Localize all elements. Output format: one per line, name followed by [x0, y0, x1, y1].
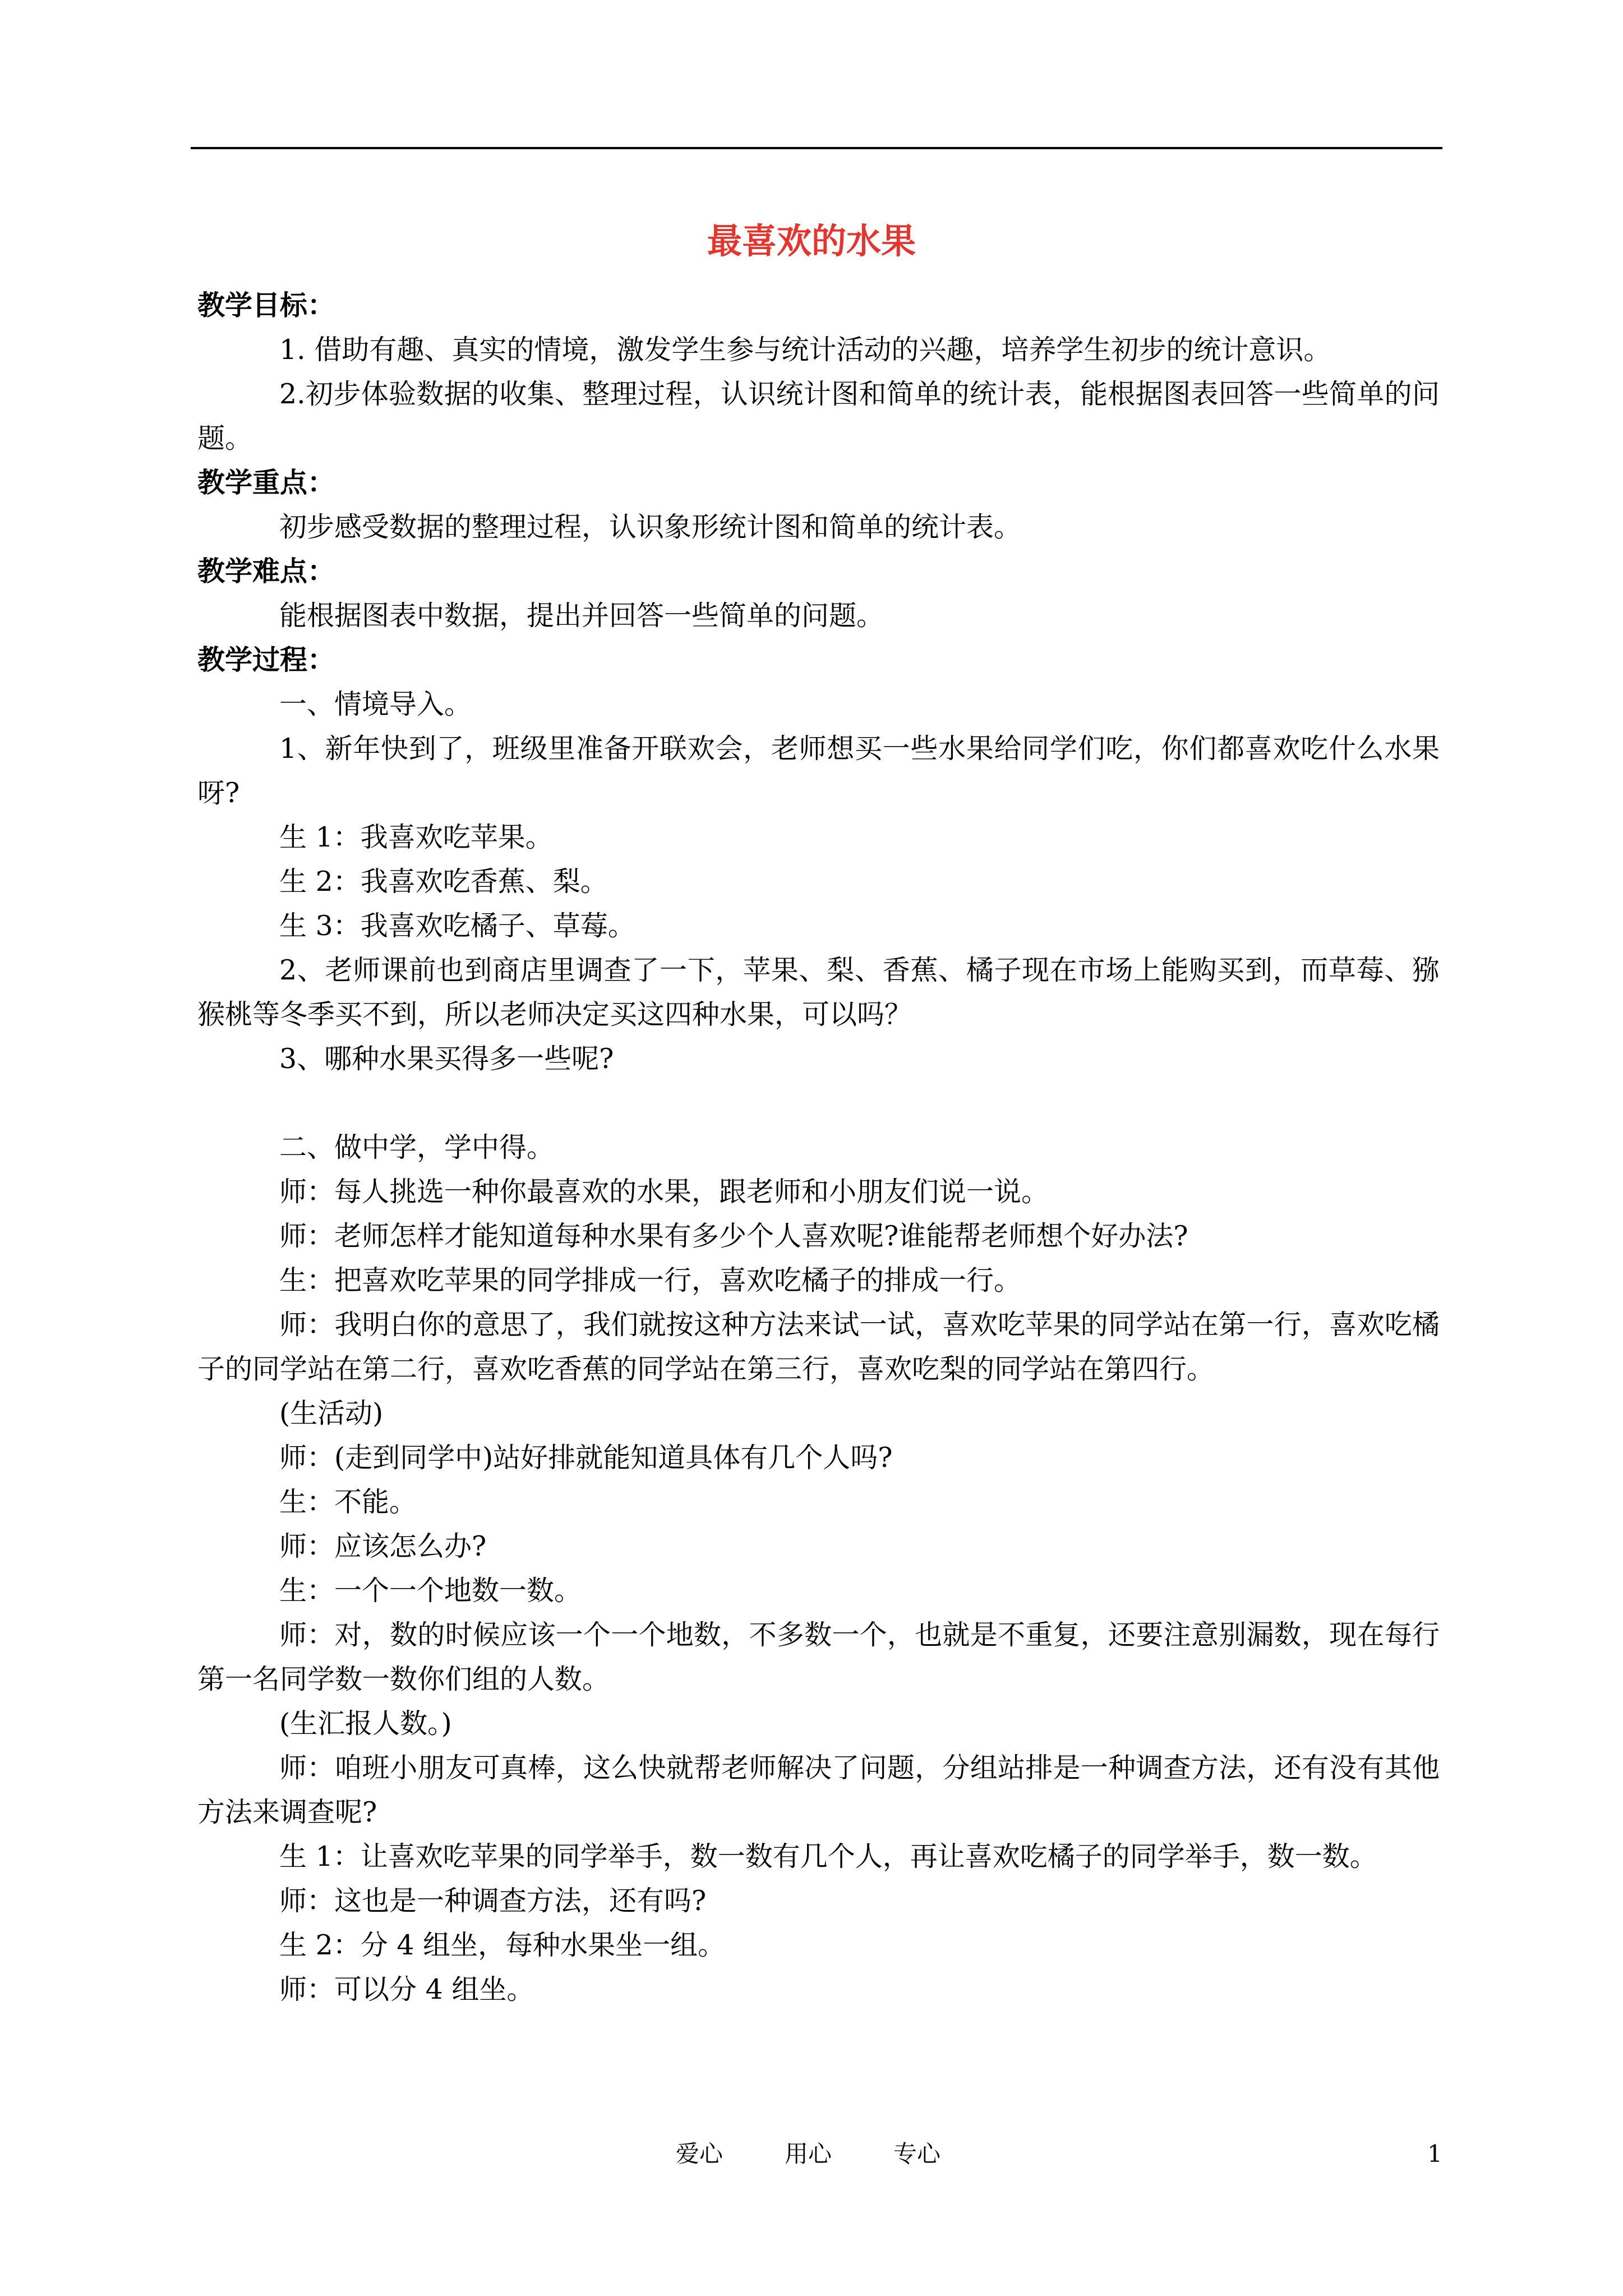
process-paragraph: 2、老师课前也到商店里调查了一下，苹果、梨、香蕉、橘子现在市场上能购买到，而草莓、猕猴桃等冬季买不到，所以老师决定买这四种水果，可以吗？ — [197, 954, 1440, 1030]
process-paragraph: (生活动) — [279, 1397, 384, 1429]
process-paragraph: 师：(走到同学中)站好排就能知道具体有几个人吗? — [279, 1442, 893, 1474]
process-paragraph: 师：对，数的时候应该一个一个地数，不多数一个，也就是不重复，还要注意别漏数，现在每行第一名同学数一数你们组的人数。 — [197, 1619, 1440, 1695]
process-paragraph: 生 3：我喜欢吃橘子、草莓。 — [279, 910, 635, 942]
process-paragraph: 生：一个一个地数一数。 — [279, 1575, 582, 1607]
process-paragraph: 生 1：让喜欢吃苹果的同学举手，数一数有几个人，再让喜欢吃橘子的同学举手，数一数。 — [279, 1841, 1377, 1872]
process-paragraph: (生汇报人数。) — [279, 1708, 452, 1740]
document-title: 最喜欢的水果 — [707, 220, 916, 261]
footer-word: 用心 — [785, 2140, 832, 2168]
difficulty-text: 能根据图表中数据，提出并回答一些简单的问题。 — [279, 600, 884, 632]
header-rule — [191, 147, 1442, 149]
goal-item: 2.初步体验数据的收集、整理过程，认识统计图和简单的统计表，能根据图表回答一些简单的问题。 — [197, 378, 1440, 454]
process-paragraph: 师：每人挑选一种你最喜欢的水果，跟老师和小朋友们说一说。 — [279, 1176, 1049, 1208]
process-paragraph: 师：可以分 4 组坐。 — [279, 1973, 534, 2005]
goal-item: 1. 借助有趣、真实的情境，激发学生参与统计活动的兴趣，培养学生初步的统计意识。 — [279, 334, 1331, 366]
goals-heading: 教学目标： — [197, 289, 335, 321]
process-paragraph: 生：把喜欢吃苹果的同学排成一行，喜欢吃橘子的排成一行。 — [279, 1264, 1022, 1296]
process-paragraph: 师：咱班小朋友可真棒，这么快就帮老师解决了问题，分组站排是一种调查方法，还有没有其他方法来调查呢? — [197, 1752, 1440, 1828]
process-paragraph: 一、情境导入。 — [279, 688, 472, 720]
key-points-text: 初步感受数据的整理过程，认识象形统计图和简单的统计表。 — [279, 511, 1022, 543]
page-footer — [0, 2134, 1623, 2174]
paragraph-gap — [197, 1081, 1440, 1125]
process-paragraph: 生 2：我喜欢吃香蕉、梨。 — [279, 866, 608, 898]
footer-word: 爱心 — [676, 2140, 723, 2168]
process-paragraph: 1、新年快到了，班级里准备开联欢会，老师想买一些水果给同学们吃，你们都喜欢吃什么水果呀? — [197, 733, 1440, 809]
process-paragraph: 师：这也是一种调查方法，还有吗? — [279, 1885, 707, 1917]
process-paragraph: 师：我明白你的意思了，我们就按这种方法来试一试，喜欢吃苹果的同学站在第一行，喜欢吃橘子的同学站在第二行，喜欢吃香蕉的同学站在第三行，喜欢吃梨的同学站在第四行。 — [197, 1309, 1440, 1385]
difficulty-heading: 教学难点： — [197, 555, 335, 587]
process-paragraph: 3、哪种水果买得多一些呢? — [279, 1043, 614, 1075]
process-paragraph: 生：不能。 — [279, 1486, 417, 1518]
document-body — [197, 283, 1440, 2012]
process-paragraph: 师：老师怎样才能知道每种水果有多少个人喜欢呢?谁能帮老师想个好办法? — [279, 1220, 1188, 1252]
page-number: 1 — [1427, 2140, 1442, 2168]
key-points-heading: 教学重点： — [197, 466, 335, 499]
footer-motto — [676, 2134, 1002, 2174]
process-paragraph: 二、做中学，学中得。 — [279, 1131, 555, 1163]
process-heading: 教学过程： — [197, 643, 335, 676]
process-paragraph: 生 1：我喜欢吃苹果。 — [279, 821, 553, 853]
process-paragraph: 师：应该怎么办? — [279, 1530, 487, 1562]
footer-word: 专心 — [893, 2140, 941, 2168]
process-paragraph: 生 2：分 4 组坐，每种水果坐一组。 — [279, 1929, 726, 1961]
